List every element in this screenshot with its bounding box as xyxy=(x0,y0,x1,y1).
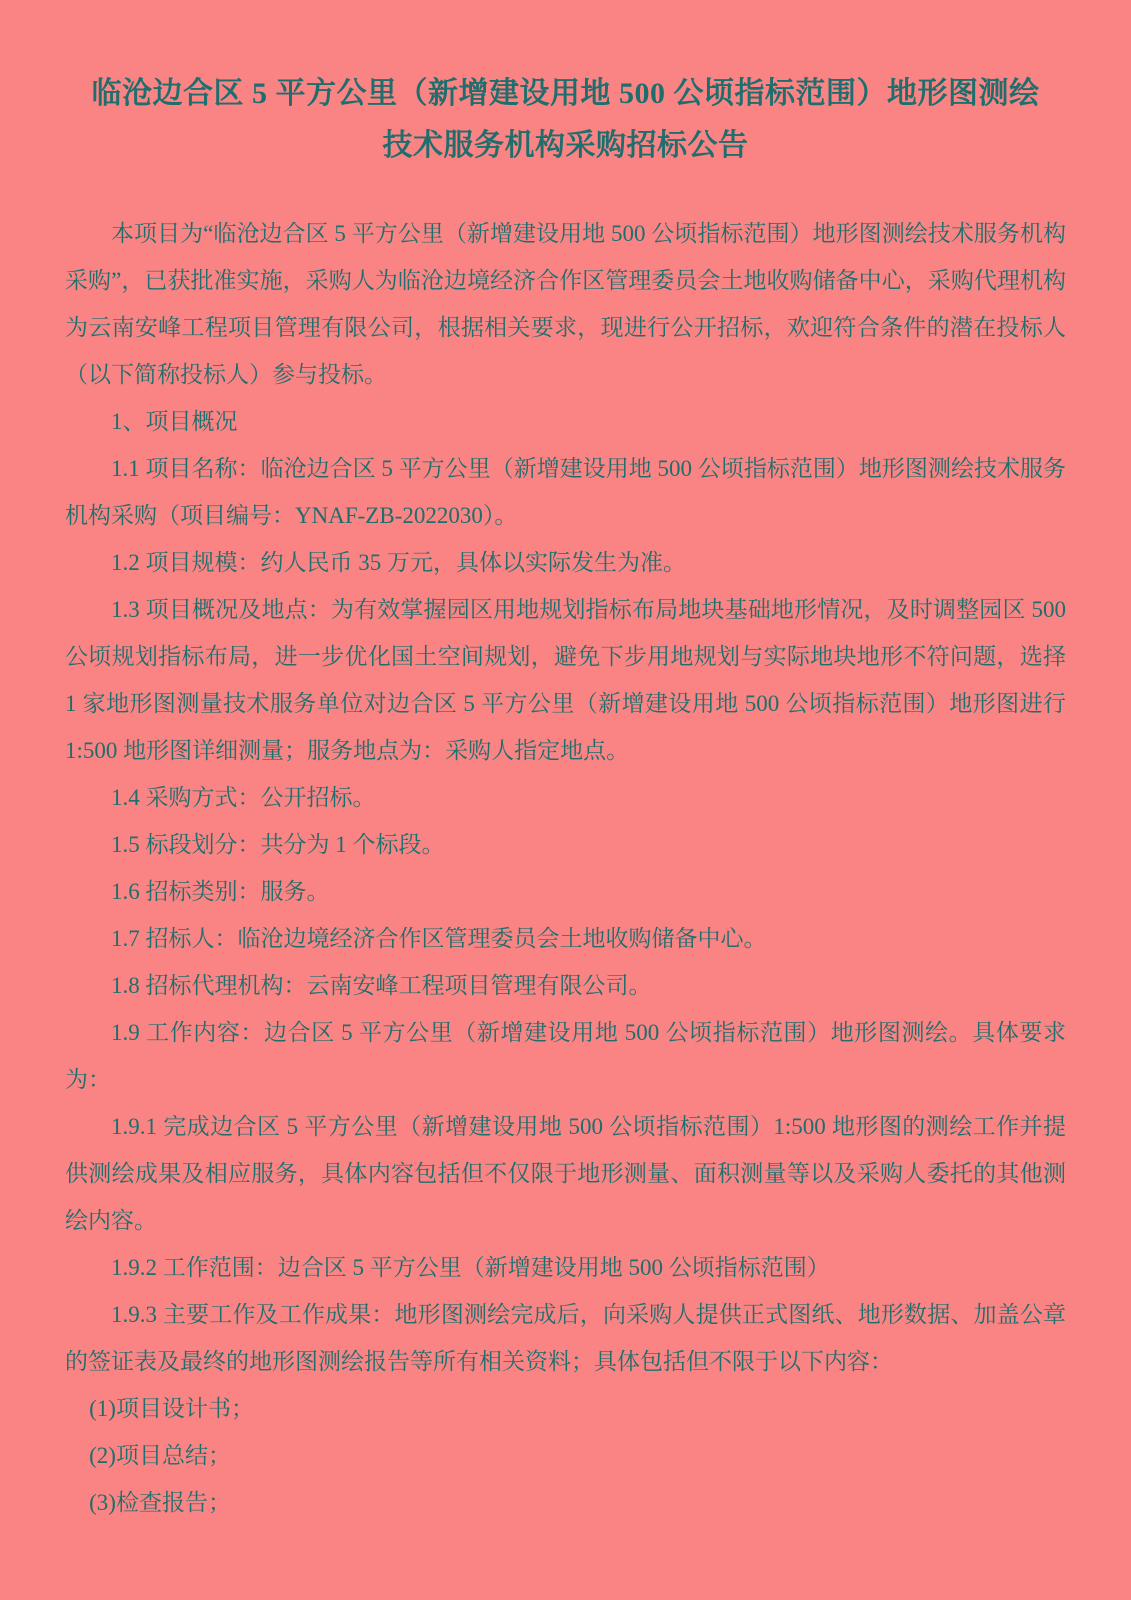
paragraph-1: 本项目为“临沧边合区 5 平方公里（新增建设用地 500 公顷指标范围）地形图测绘技术服务机构采购”，已获批准实施，采购人为临沧边境经济合作区管理委员会土地收购储备中心，采购代理机构为云南安峰工程项目管理有限公司，根据相关要求，现进行公开招标，欢迎符合条件的潜在投标人（以下简称投标人）参与投标。 xyxy=(65,221,1066,387)
paragraph-2: 1、项目概况 xyxy=(111,409,238,434)
paragraph-14: 1.9.3 主要工作及工作成果：地形图测绘完成后，向采购人提供正式图纸、地形数据、加盖公章的签证表及最终的地形图测绘报告等所有相关资料；具体包括但不限于以下内容： xyxy=(65,1302,1066,1374)
paragraph-17: (3)检查报告； xyxy=(89,1490,231,1515)
paragraph-6: 1.4 采购方式：公开招标。 xyxy=(111,785,376,810)
document-body xyxy=(65,210,1066,1526)
paragraph-8: 1.6 招标类别：服务。 xyxy=(111,879,330,904)
document-title: 临沧边合区 5 平方公里（新增建设用地 500 公顷指标范围）地形图测绘技术服务机构采购招标公告 xyxy=(91,77,1040,162)
paragraph-4: 1.2 项目规模：约人民币 35 万元，具体以实际发生为准。 xyxy=(111,550,686,575)
paragraph-10: 1.8 招标代理机构：云南安峰工程项目管理有限公司。 xyxy=(111,973,652,998)
paragraph-7: 1.5 标段划分：共分为 1 个标段。 xyxy=(111,832,445,857)
paragraph-11: 1.9 工作内容：边合区 5 平方公里（新增建设用地 500 公顷指标范围）地形图测绘。具体要求为： xyxy=(65,1020,1066,1092)
paragraph-13: 1.9.2 工作范围：边合区 5 平方公里（新增建设用地 500 公顷指标范围） xyxy=(111,1255,830,1280)
paragraph-15: (1)项目设计书； xyxy=(89,1396,254,1421)
paragraph-5: 1.3 项目概况及地点：为有效掌握园区用地规划指标布局地块基础地形情况，及时调整园区 500 公顷规划指标布局，进一步优化国土空间规划，避免下步用地规划与实际地块地形不符问题，选择 1 家地形图测量技术服务单位对边合区 5 平方公里（新增建设用地 500 公顷指标范围）地形图进行 1:500 地形图详细测量；服务地点为：采购人指定地点。 xyxy=(65,597,1066,763)
paragraph-16: (2)项目总结； xyxy=(89,1443,231,1468)
paragraph-9: 1.7 招标人：临沧边境经济合作区管理委员会土地收购储备中心。 xyxy=(111,926,767,951)
paragraph-3: 1.1 项目名称：临沧边合区 5 平方公里（新增建设用地 500 公顷指标范围）地形图测绘技术服务机构采购（项目编号：YNAF-ZB-2022030）。 xyxy=(65,456,1066,528)
paragraph-12: 1.9.1 完成边合区 5 平方公里（新增建设用地 500 公顷指标范围）1:500 地形图的测绘工作并提供测绘成果及相应服务，具体内容包括但不仅限于地形测量、面积测量等以及采购人委托的其他测绘内容。 xyxy=(65,1114,1066,1233)
